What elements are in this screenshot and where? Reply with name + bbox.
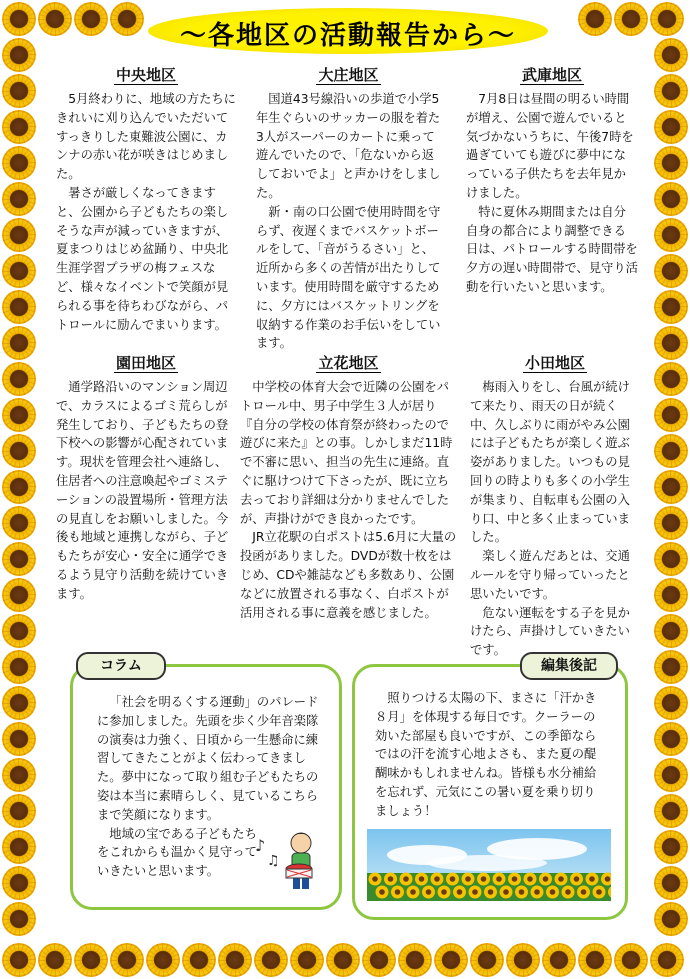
- editor-note-body: [375, 689, 605, 821]
- sunflower-icon: [650, 2, 684, 36]
- sunflower-icon: [254, 943, 288, 977]
- sunflower-icon: [654, 830, 688, 864]
- sunflower-icon: [654, 902, 688, 936]
- district-text: 新・南の口公園で使用時間を守らず、夜遅くまでバスケットボールをして、「音がうるさい」と、近所から多くの苦情が出たりしています。使用時間を厳守するために、夕方にはバスケットリングを収納する作業のお手伝いをしています。: [256, 204, 441, 351]
- sunflower-icon: [654, 578, 688, 612]
- sunflower-icon: [654, 794, 688, 828]
- sunflower-icon: [182, 943, 216, 977]
- sunflower-icon: [38, 943, 72, 977]
- sunflower-icon: [2, 38, 36, 72]
- page-title: ～各地区の活動報告から～: [179, 21, 516, 51]
- sunflower-icon: [654, 326, 688, 360]
- sunflower-icon: [290, 943, 324, 977]
- sunflower-icon: [654, 614, 688, 648]
- district-tachibana: [240, 354, 457, 622]
- sunflower-icon: [2, 470, 36, 504]
- district-text: 梅雨入りをし、台風が続けて来たり、雨天の日が続く中、久しぶりに雨がやみ公園には子どもたちが楽しく遊ぶ姿がありました。いつもの見回りの時よりも多くの小学生が集まり、自転車も公園の入り口、中と多く止まっていました。: [470, 380, 630, 545]
- district-heading: 中央地区: [115, 66, 176, 84]
- sunflower-icon: [2, 74, 36, 108]
- sunflower-icon: [2, 830, 36, 864]
- district-text: 暑さが厳しくなってきますと、公園から子どもたちの楽しそうな声が減っていきますが、夏まつりはじめ盆踊り、中央北生涯学習プラザの梅フェスなど、様々なイベントで笑顔が見られる事を待ちわびながら、パトロールに励んでまいります。: [56, 185, 229, 332]
- district-text: 5月終わりに、地域の方たちにきれいに刈り込んでいただいてすっきりした東難波公園に、カンナの赤い花が咲きはじめました。: [56, 92, 236, 182]
- sunflower-icon: [2, 146, 36, 180]
- district-text: 危ない運転をする子を見かけたら、声掛けしていきたいです。: [470, 605, 630, 658]
- sunflower-icon: [654, 290, 688, 324]
- sunflower-icon: [654, 506, 688, 540]
- sunflower-icon: [654, 38, 688, 72]
- district-text: 中学校の体育大会で近隣の公園をパトロール中、男子中学生３人が居り『自分の学校の体育祭が終わったので遊びに来た』との事。しかしまだ11時で不審に思い、担当の先生に連絡。直ぐに駆けつけて下さったが、既に立ち去っており詳細は分かりませんでしたが、声掛けができ良かったです。: [240, 380, 453, 526]
- sunflower-icon: [614, 2, 648, 36]
- sunflower-icon: [578, 2, 612, 36]
- sunflower-icon: [2, 434, 36, 468]
- sunflower-icon: [2, 182, 36, 216]
- sunflower-icon: [654, 110, 688, 144]
- district-text: 楽しく遊んだあとは、交通ルールを守り帰っていったと思いたいです。: [470, 549, 630, 601]
- sunflower-icon: [2, 290, 36, 324]
- sunflower-icon: [2, 578, 36, 612]
- district-heading: 大庄地区: [318, 66, 379, 84]
- svg-text:♪: ♪: [255, 836, 266, 855]
- district-heading: 小田地区: [524, 354, 585, 372]
- district-heading: 園田地区: [115, 354, 176, 372]
- drummer-boy-illustration: [249, 827, 333, 897]
- sunflower-icon: [74, 2, 108, 36]
- sunflower-icon: [2, 722, 36, 756]
- sunflower-icon: [654, 650, 688, 684]
- sunflower-icon: [2, 362, 36, 396]
- sunflower-icon: [146, 943, 180, 977]
- sunflower-icon: [654, 254, 688, 288]
- sunflower-icon: [2, 794, 36, 828]
- district-heading: 立花地区: [318, 354, 379, 372]
- district-osho: [256, 66, 441, 353]
- sunflower-icon: [2, 254, 36, 288]
- sunflower-icon: [506, 943, 540, 977]
- sunflower-icon: [326, 943, 360, 977]
- sunflower-icon: [2, 902, 36, 936]
- svg-text:♫: ♫: [267, 853, 280, 869]
- sunflower-icon: [654, 146, 688, 180]
- district-text: 通学路沿いのマンション周辺で、カラスによるゴミ荒らしが発生しており、子どもたちの登下校への影響が心配されています。現状を管理会社へ連絡し、住居者への注意喚起やゴミステーションの設置場所・管理方法の見直しをお願いしました。今後も地域と連携しながら、子どもたちが安心・安全に通学できるよう見守り活動を続けていきます。: [56, 380, 229, 601]
- district-sonoda: [56, 354, 236, 604]
- district-text: 特に夏休み期間または自分自身の都合により調整できる日は、パトロールする時間帯を夕方の遅い時間帯で、見守り活動を行いたいと思います。: [466, 204, 638, 294]
- district-heading: 武庫地区: [521, 66, 582, 84]
- sunflower-icon: [2, 326, 36, 360]
- title-banner: [148, 8, 548, 54]
- sunflower-icon: [2, 650, 36, 684]
- sunflower-icon: [654, 182, 688, 216]
- column-text: 地域の宝である子どもたちをこれからも温かく見守っていきたいと思います。: [97, 826, 257, 879]
- column-box: [70, 664, 342, 910]
- sunflower-icon: [654, 218, 688, 252]
- district-text: 国道43号線沿いの歩道で小学5年生ぐらいのサッカーの服を着た3人がスーパーのカートに乗って遊んでいたので、「危ないから返しておいでよ」と声かけをしました。: [256, 92, 441, 200]
- sunflower-icon: [2, 506, 36, 540]
- sunflower-icon: [614, 943, 648, 977]
- sunflower-icon: [74, 943, 108, 977]
- district-text: JR立花駅の白ポストは5.6月に大量の投函がありました。DVDが数十枚をはじめ、CDや雑誌なども多数あり、公園などに放置される事なく、白ポストが活用される事に意義を感じました。: [240, 530, 457, 620]
- sunflower-icon: [654, 722, 688, 756]
- sunflower-icon: [2, 398, 36, 432]
- sunflower-icon: [434, 943, 468, 977]
- district-muko: [466, 66, 638, 297]
- sunflower-field-illustration: [367, 829, 611, 901]
- sunflower-icon: [398, 943, 432, 977]
- sunflower-icon: [2, 943, 36, 977]
- sunflower-icon: [654, 362, 688, 396]
- district-oda: [470, 354, 640, 660]
- sunflower-icon: [654, 542, 688, 576]
- sunflower-icon: [542, 943, 576, 977]
- sunflower-icon: [362, 943, 396, 977]
- sunflower-icon: [38, 2, 72, 36]
- sunflower-icon: [654, 758, 688, 792]
- editor-note-text: 照りつける太陽の下、まさに「汗かき８月」を体現する毎日です。クーラーの効いた部屋も良いですが、この季節ならではの汗を流す心地よさも、また夏の醍醐味かもしれませんね。皆様も水分補給を忘れず、元気にこの暑い夏を乗り切りましょう！: [375, 691, 597, 818]
- sunflower-icon: [2, 218, 36, 252]
- sunflower-icon: [654, 470, 688, 504]
- sunflower-icon: [650, 943, 684, 977]
- sunflower-icon: [2, 866, 36, 900]
- district-chuo: [56, 66, 236, 334]
- sunflower-icon: [654, 74, 688, 108]
- sunflower-icon: [654, 686, 688, 720]
- district-text: 7月8日は昼間の明るい時間が増え、公園で遊んでいると気づかないうちに、午後7時を過ぎていても遊びに夢中になっている子供たちを去年見かけました。: [466, 92, 634, 200]
- sunflower-icon: [110, 943, 144, 977]
- sunflower-icon: [2, 2, 36, 36]
- editor-note-box: [352, 664, 628, 920]
- sunflower-icon: [2, 110, 36, 144]
- sunflower-icon: [654, 398, 688, 432]
- column-label: コラム: [76, 652, 166, 680]
- sunflower-icon: [110, 2, 144, 36]
- sunflower-icon: [470, 943, 504, 977]
- column-text: 「社会を明るくする運動」のパレードに参加しました。先頭を歩く少年音楽隊の演奏は力強く、日頃から一生懸命に練習してきたことがよく伝わってきました。夢中になって取り組む子どもたちの姿は本当に素晴らしく、見ているこちらまで笑顔になります。: [97, 695, 319, 822]
- sunflower-icon: [2, 614, 36, 648]
- sunflower-icon: [2, 542, 36, 576]
- editor-note-label: 編集後記: [520, 652, 618, 680]
- sunflower-icon: [2, 758, 36, 792]
- sunflower-icon: [578, 943, 612, 977]
- sunflower-icon: [2, 686, 36, 720]
- sunflower-icon: [654, 866, 688, 900]
- sunflower-icon: [654, 434, 688, 468]
- sunflower-icon: [218, 943, 252, 977]
